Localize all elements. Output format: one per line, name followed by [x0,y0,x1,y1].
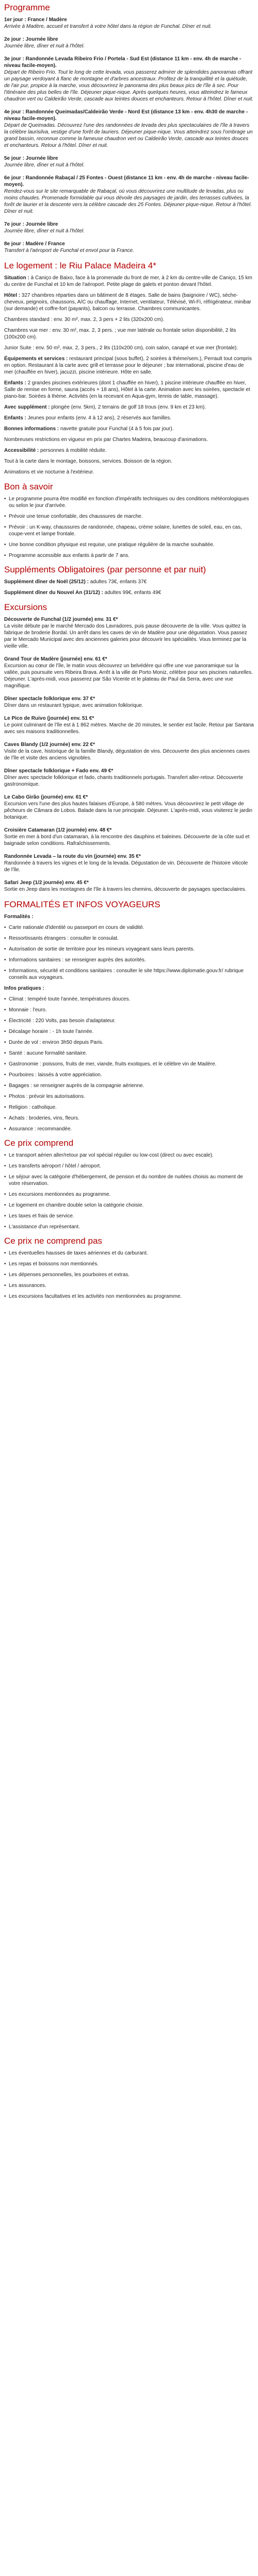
supplement-line [4,589,254,596]
ne-comprend-item: • Les assurances. [4,1282,254,1289]
day-title: 4e jour : Randonnée Queimadas/Caldeirão Verde - Nord Est (distance 13 km - env. 4h30 de marche - niveau facile-moyen). [4,109,248,122]
paragraph-label: Enfants : [4,380,26,386]
paragraph-text: 327 chambres réparties dans un bâtiment de 8 étages. Salle de bains (baignoire / WC), sèche-cheveux, peignoirs, chaussons, A/C ou chauffage, Internet, ventilateur, Télévisé, Wi-Fi, réfrigérateur, minibar (sur demande) et coffre-fort (payants), balcon ou terrasse. Chambres communicantes. [4,293,251,312]
supplement-line [4,579,254,585]
day-text: Journée libre, dîner et nuit à l'hôtel. [4,228,85,234]
formalites-item: • Ressortissants étrangers : consulter le consulat. [4,935,254,942]
day-title: 3e jour : Randonnée Levada Ribeiro Frio / Portela - Sud Est (distance 11 km - env. 4h de marche - niveau facile-moyen). [4,56,241,69]
info-item: • Santé : aucune formalité sanitaire. [4,1050,254,1057]
logement-paragraph [4,380,254,400]
excursion-title: Randonnée Levada – la route du vin (journée) env. 35 €* [4,854,141,859]
bon-savoir-item: • Le programme pourra être modifié en fonction d'impératifs techniques ou des conditions météorologiques ou selon le jour d'arrivée. [4,496,254,509]
logement-paragraph [4,275,254,288]
programme-title: Programme [4,3,50,12]
excursion-item [4,616,254,650]
paragraph-label: Équipements et services : [4,356,68,362]
info-item: • Bagages : se renseigner auprès de la compagnie aérienne. [4,1082,254,1089]
paragraph-text: Animations et vie nocturne à l'extérieur. [4,469,94,475]
infos-subtitle: Infos pratiques : [4,986,44,991]
excursion-text: Randonnée à travers les vignes et le long de la levada. Dégustation de vin. Découverte de l'histoire viticole de l'île. [4,860,248,873]
excursion-text: Excursion au cœur de l'île, le matin vous découvrez un belvédère qui offre une vue panoramique sur la vallée, puis poursuite vers Ribeira Brava. Arrêt à la ville de Porto Moniz, célèbre pour ses piscines naturelles. Déjeuner. L'après-midi, vous passerez par São Vicente et le plateau de Paul da Serra, avec une vue magnifique. [4,663,253,689]
formalites-item: • Autorisation de sortie de territoire pour les mineurs voyageant sans leurs parents. [4,946,254,953]
excursion-item [4,827,254,847]
supplement-label: Supplément dîner de Noël (25/12) : [4,579,89,585]
paragraph-text: à Caniço de Baixo, face à la promenade du front de mer, à 2 km du centre-ville de Caniço, 15 km du centre de Funchal et 10 km de l'aéroport. Petite plage de galets et ponton devant l'hôtel. [4,275,252,287]
day-text: Journée libre, dîner et nuit à l'hôtel. [4,162,85,168]
info-item: • Achats : broderies, vins, fleurs. [4,1115,254,1122]
programme-days [4,16,254,254]
day-title: 7e jour : Journée libre [4,222,58,227]
paragraph-text: Nombreuses restrictions en vigueur en prix par Chartes Madeira, beaucoup d'animations. [4,437,208,443]
logement-paragraph [4,436,254,443]
excursion-title: Caves Blandy (1/2 journée) env. 22 €* [4,742,95,748]
comprend-item: • Les excursions mentionnées au programme. [4,1191,254,1198]
excursion-text: Visite de la cave, historique de la famille Blandy, dégustation de vins. Découverte des plus anciennes caves de l'île et visite des anciens vignobles. [4,749,250,761]
paragraph-text: Chambres vue mer : env. 30 m², max. 2, 3 pers. ; vue mer latérale ou frontale selon disponibilité, 2 lits (100x200 cm). [4,328,236,340]
paragraph-text: Tout à la carte dans le montage, boissons, services. Boisson de la région. [4,459,172,464]
comprend-item: • Les transferts aéroport / hôtel / aéroport. [4,1163,254,1170]
info-item: • Climat : tempéré toute l'année, températures douces. [4,996,254,1003]
logement-title: Le logement : le Riu Palace Madeira 4* [4,261,156,270]
excursion-title: Le Cabo Girão (journée) env. 61 €* [4,794,88,800]
paragraph-text: 2 grandes piscines extérieures (dont 1 chauffée en hiver), 1 piscine intérieure chauffée en hiver, Salle de remise en forme, sauna (accès + 18 ans), Hôtel à la carte. Animation avec les soirées, spectacle et piano-bar. Soirées à thème. Activités (en la recevant en Aqua-gym, tennis de table, massage). [4,380,250,399]
paragraph-label: Bonnes informations : [4,426,59,432]
excursion-item [4,656,254,689]
comprend-item: • L'assistance d'un représentant. [4,1224,254,1230]
excursion-text: Le point culminant de l'île est à 1 862 mètres. Marche de 20 minutes, le sentier est facile. Retour par Santana avec ses maisons traditionnelles. [4,722,254,735]
excursion-title: Croisière Catamaran (1/2 journée) env. 48 €* [4,827,112,833]
excursion-text: La visite débute par le marché Mercado dos Lavradores, puis pause découverte de la ville. Vous quittez la fabrique de broderie Bordal. Un arrêt dans les caves de vin de Madère pour une dégustation. Vous passez par le Mercado Municipal avec des anciennes galeries pour découvrir les spécialités. Vous terminez par la vieille ville. [4,623,247,649]
bon-savoir-list [4,496,254,559]
logement-paragraph [4,292,254,312]
programme-day [4,221,254,234]
supplements-lines [4,579,254,596]
supplement-text: adultes 73€, enfants 37€ [90,579,147,585]
excursion-item [4,768,254,788]
excursion-text: Dîner avec spectacle folklorique et fado, chants traditionnels portugais. Transfert aller-retour. Découverte gastronomique. [4,775,244,787]
programme-section [4,2,254,254]
comprend-item: • Le transport aérien aller/retour par vol spécial régulier ou low-cost (direct ou avec escale). [4,1152,254,1159]
paragraph-label: Avec supplément : [4,404,50,410]
formalites-item: • Carte nationale d'identité ou passeport en cours de validité. [4,924,254,931]
comprend-item: • Le séjour avec la catégorie d'hébergement, de pension et du nombre de nuitées choisis au moment de votre réservation. [4,1174,254,1187]
programme-day [4,36,254,49]
ne-comprend-item: • Les repas et boissons non mentionnés. [4,1261,254,1267]
excursion-item [4,715,254,735]
bon-savoir-item: • Une bonne condition physique est requise, une pratique régulière de la marche souhaitée. [4,541,254,548]
ne-comprend-title: Ce prix ne comprend pas [4,1236,102,1246]
logement-paragraph [4,447,254,454]
formalites-title: FORMALITÉS ET INFOS VOYAGEURS [4,900,160,909]
comprend-item: • Le logement en chambre double selon la catégorie choisie. [4,1202,254,1209]
excursion-item [4,696,254,709]
excursion-title: Découverte de Funchal (1/2 journée) env. 31 €* [4,617,118,622]
programme-day [4,175,254,215]
logement-paragraph [4,415,254,421]
info-item: • Photos : prévoir les autorisations. [4,1093,254,1100]
day-text: Départ de Queimadas. Découvrez l'une des randonnées de levada des plus spectaculaires de l'île à travers la célèbre laurisilva, vestige d'une forêt de lauriers. Déjeuner pique-nique. Vous atteindrez sous l'ombrage un grand bassin, reconnue comme la fameuse chaudron vert ou Caldeirão Verde, cascade aux teintes douces et enchanteurs. Retour à l'hôtel. Dîner et nuit. [4,123,253,148]
formalites-section [4,899,254,1132]
programme-day [4,16,254,30]
day-text: Transfert à l'aéroport de Funchal et envol pour la France. [4,248,134,253]
excursion-text: Sortie en Jeep dans les montagnes de l'île à travers les chemins, découverte de paysages spectaculaires. [4,887,247,892]
day-text: Départ de Ribeiro Frio. Tout le long de cette levada, vous passerez admirer de splendides panoramas offrant un paysage verdoyant à flanc de montagne et d'arbres ancestraux. Profitez de la tranquillité et la quiétude, de l'air pur, propice à la marche, vous découvrirez le panorama des plus beaux pics de l'île à sec. Pour l'itinéraire des plus belles de l'île. Déjeuner pique-nique. Après quelques heures, vous atteindrez le fameux chaudron vert ou Caldeirão Verde, cascade aux teintes douces et enchanteurs. Retour à l'hôtel. Dîner et nuit. [4,70,253,102]
info-item: • Décalage horaire : - 1h toute l'année. [4,1028,254,1035]
logement-section [4,260,254,476]
day-title: 2e jour : Journée libre [4,37,58,42]
info-item: • Gastronomie : poissons, fruits de mer, viande, fruits exotiques, et le célèbre vin de Madère. [4,1061,254,1067]
excursions-title: Excursions [4,602,47,612]
excursion-item [4,741,254,761]
info-item: • Durée de vol : environ 3h50 depuis Paris. [4,1039,254,1046]
paragraph-text: plongée (env. 5km), 2 terrains de golf 18 trous (env. 9 km et 23 km). [51,404,206,410]
day-text: Rendez-vous sur le site remarquable de Rabaçal, où vous découvrirez une multitude de levadas, plus ou moins chaudes. Promenade formidable qui vous dévoile des paysages de jardin, des terrasses cultivées, la forêt de laurier et la descente vers la célèbre cascade des 25 Fontes. Déjeuner pique-nique. Retour à l'hôtel. Dîner et nuit. [4,189,252,214]
paragraph-label: Hôtel : [4,293,21,298]
comprend-item: • Les taxes et frais de service. [4,1213,254,1219]
day-title: 1er jour : France / Madère [4,17,67,23]
excursion-text: Dîner dans un restaurant typique, avec animation folklorique. [4,703,143,708]
day-title: 6e jour : Randonnée Rabaçal / 25 Fontes - Ouest (distance 11 km - env. 4h de marche - niveau facile-moyen). [4,175,249,188]
excursion-title: Safari Jeep (1/2 journée) env. 45 €* [4,880,89,886]
bon-savoir-item: • Programme accessible aux enfants à partir de 7 ans. [4,552,254,559]
formalites-list [4,924,254,981]
excursion-text: Sortie en mer à bord d'un catamaran, à la rencontre des dauphins et baleines. Découverte de la côte sud et baignade selon conditions. Rafraîchissements. [4,834,250,846]
logement-paragraphs [4,275,254,476]
logement-paragraph [4,327,254,341]
bon-savoir-section [4,481,254,559]
programme-day [4,109,254,149]
excursion-title: Le Pico de Ruivo (journée) env. 51 €* [4,716,94,721]
logement-paragraph [4,355,254,376]
comprend-title: Ce prix comprend [4,1138,74,1148]
bon-savoir-title: Bon à savoir [4,482,53,492]
paragraph-text: Jeunes pour enfants (env. 4 à 12 ans), 2 réservés aux familles. [27,415,171,421]
formalites-subtitle: Formalités : [4,914,34,920]
excursion-item [4,879,254,893]
paragraph-label: Situation : [4,275,29,281]
logement-paragraph [4,345,254,351]
ne-comprend-section [4,1235,254,1300]
paragraph-label: Accessibilité : [4,448,39,453]
info-item: • Monnaie : l'euro. [4,1007,254,1013]
programme-day [4,155,254,168]
comprend-list [4,1152,254,1230]
logement-paragraph [4,316,254,323]
paragraph-text: Chambres standard : env. 30 m², max. 2, 3 pers + 2 lits (320x200 cm). [4,317,165,323]
ne-comprend-item: • Les éventuelles hausses de taxes aériennes et du carburant. [4,1250,254,1257]
bon-savoir-item: • Prévoir : un K-way, chaussures de randonnée, chapeau, crème solaire, lunettes de soleil, eau, en cas, coupe-vent et lampe frontale. [4,524,254,537]
paragraph-text: restaurant principal (sous buffet), 2 soirées à thème/sem.), Perrault tout compris en option. Restaurant à la carte avec grill et terrasse pour le déjeuner ; bar international, piscine d'eau de mer (chauffée en hiver), jacuzzi, piscine intérieure. Hôte en salle. [4,356,252,375]
bon-savoir-item: • Prévoir une tenue confortable, des chaussures de marche. [4,513,254,520]
excursion-item [4,794,254,821]
info-item: • Religion : catholique. [4,1104,254,1111]
excursion-item [4,853,254,873]
comprend-section [4,1138,254,1230]
day-text: Arrivée à Madère, accueil et transfert à votre hôtel dans la région de Funchal. Dîner et nuit. [4,24,212,29]
ne-comprend-item: • Les dépenses personnelles, les pourboires et extras. [4,1272,254,1278]
logement-paragraph [4,469,254,476]
supplements-section [4,564,254,596]
excursion-title: Dîner spectacle folklorique + Fado env. 49 €* [4,768,114,774]
excursion-text: Excursion vers l'une des plus hautes falaises d'Europe, à 580 mètres. Vous découvrirez le petit village de pêcheurs de Câmara de Lobos. Balade dans la rue principale. Déjeuner. L'après-midi, vous visiterez le jardin botanique. [4,801,253,820]
info-item: • Pourboires : laissés à votre appréciation. [4,1072,254,1078]
excursion-title: Grand Tour de Madère (journée) env. 61 €* [4,656,107,662]
info-item: • Électricité : 220 Volts, pas besoin d'adaptateur. [4,1018,254,1024]
ne-comprend-item: • Les excursions facultatives et les activités non mentionnées au programme. [4,1293,254,1300]
formalites-item: • Informations sanitaires : se renseigner auprès des autorités. [4,957,254,963]
info-item: • Assurance : recommandée. [4,1126,254,1132]
supplement-text: adultes 99€, enfants 49€ [104,590,162,596]
formalites-item: • Informations, sécurité et conditions sanitaires : consulter le site https://www.diplomatie.gouv.fr/ rubrique conseils aux voyageurs. [4,968,254,981]
day-title: 5e jour : Journée libre [4,156,58,161]
day-title: 8e jour : Madère / France [4,241,65,247]
ne-comprend-list [4,1250,254,1300]
infos-list [4,996,254,1132]
logement-paragraph [4,404,254,411]
supplements-title: Suppléments Obligatoires (par personne et par nuit) [4,565,206,574]
paragraph-text: personnes à mobilité réduite. [40,448,107,453]
logement-paragraph [4,426,254,432]
excursions-list [4,616,254,893]
paragraph-text: navette gratuite pour Funchal (4 à 5 fois par jour). [60,426,174,432]
programme-day [4,56,254,103]
excursion-title: Dîner spectacle folklorique env. 37 €* [4,696,95,702]
day-text: Journée libre, dîner et nuit à l'hôtel. [4,43,85,49]
paragraph-text: Junior Suite : env. 50 m², max. 2, 3 pers., 2 lits (110x200 cm), coin salon, canapé et vue mer (frontale). [4,345,238,351]
excursions-section [4,602,254,893]
supplement-label: Supplément dîner du Nouvel An (31/12) : [4,590,103,596]
logement-paragraph [4,458,254,465]
paragraph-label: Enfants : [4,415,26,421]
programme-day [4,241,254,254]
